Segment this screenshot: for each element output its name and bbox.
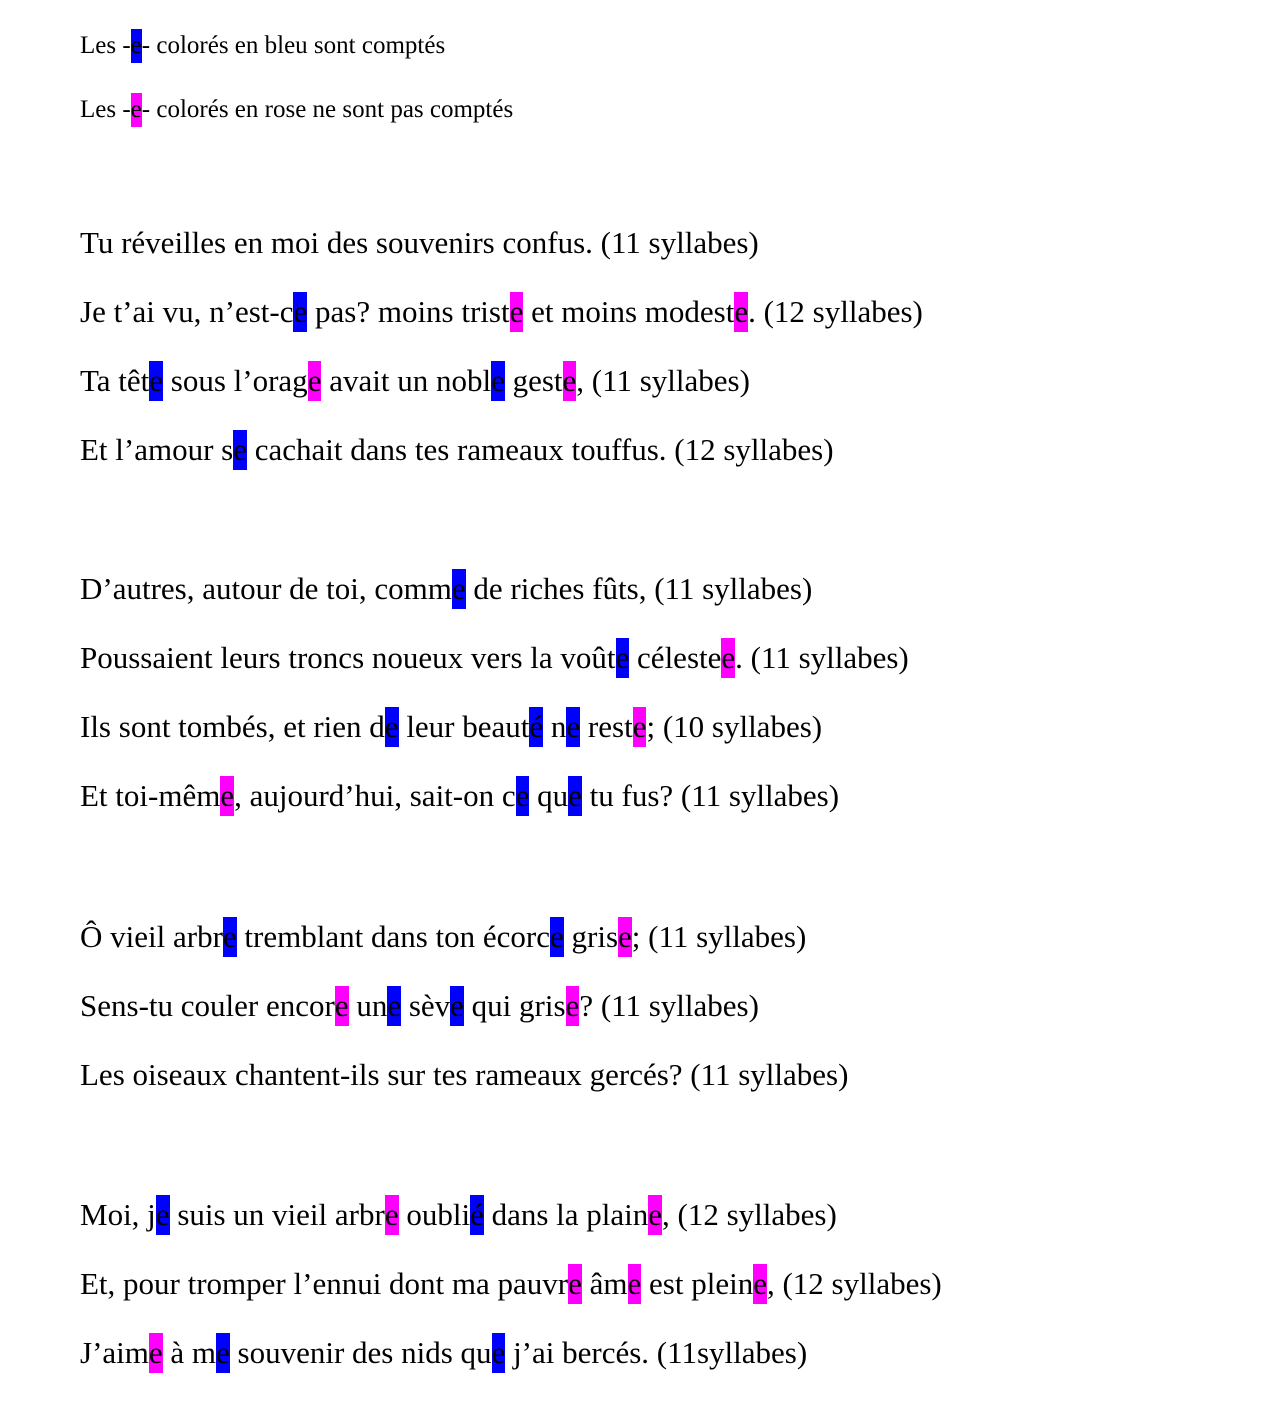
verse-line [80,1333,807,1373]
verse-text: avait un nobl [321,363,492,398]
verse-text: Les oiseaux chantent-ils sur tes rameaux gercés? (11 syllabes) [80,1057,849,1092]
verse-text: leur beaut [398,709,530,744]
legend-pink-swatch: e [131,93,142,127]
legend-not-counted [80,93,513,127]
verse-text: céleste [629,640,722,675]
verse-text: sous l’orag [163,363,308,398]
uncounted-e-highlight: e [563,361,577,401]
legend-text: - colorés en rose ne sont pas comptés [141,96,514,123]
verse-line [80,638,909,678]
verse-text: ; (11 syllabes) [631,919,807,954]
uncounted-e-highlight: e [335,986,349,1026]
verse-text: rest [580,709,633,744]
uncounted-e-highlight: e [648,1195,662,1235]
verse-line [80,1264,942,1304]
verse-text: âm [581,1266,628,1301]
uncounted-e-highlight: e [628,1264,642,1304]
verse-text: Ta têt [80,363,150,398]
verse-text: pas? moins trist [307,294,510,329]
verse-text: dans la plain [483,1197,649,1232]
verse-text: Et l’amour s [80,432,234,467]
counted-e-highlight: e [156,1195,170,1235]
legend-text: Les - [80,96,131,123]
verse-line [80,917,806,957]
verse-text: Je t’ai vu, n’est-c [80,294,294,329]
verse-text: ; (10 syllabes) [646,709,823,744]
uncounted-e-highlight: e [568,1264,582,1304]
verse-line [80,1055,848,1095]
uncounted-e-highlight: e [220,776,234,816]
verse-text: , (12 syllabes) [766,1266,942,1301]
counted-e-highlight: e [516,776,530,816]
verse-text: sèv [401,988,451,1023]
verse-text: Et toi-mêm [80,778,221,813]
verse-line [80,292,923,332]
counted-e-highlight: é [470,1195,484,1235]
uncounted-e-highlight: e [510,292,524,332]
counted-e-highlight: e [223,917,237,957]
legend-blue-swatch: e [131,29,142,63]
verse-text: suis un vieil arbr [169,1197,385,1232]
verse-text: Poussaient leurs troncs noueux vers la voût [80,640,616,675]
legend-text: - colorés en bleu sont comptés [141,32,446,59]
verse-text: Sens-tu couler encor [80,988,335,1023]
counted-e-highlight: e [566,707,580,747]
counted-e-highlight: e [550,917,564,957]
counted-e-highlight: e [492,1333,506,1373]
verse-line [80,776,839,816]
uncounted-e-highlight: e [633,707,647,747]
uncounted-e-highlight: e [385,1195,399,1235]
counted-e-highlight: e [450,986,464,1026]
verse-text: Et, pour tromper l’ennui dont ma pauvr [80,1266,569,1301]
verse-text: qu [529,778,569,813]
verse-line [80,707,822,747]
uncounted-e-highlight: e [721,638,735,678]
counted-e-highlight: e [293,292,307,332]
counted-e-highlight: e [233,430,247,470]
verse-line [80,430,834,470]
uncounted-e-highlight: e [734,292,748,332]
verse-text: Moi, j [80,1197,156,1232]
verse-text: tremblant dans ton écorc [236,919,550,954]
verse-text: J’aim [80,1335,149,1370]
uncounted-e-highlight: e [149,1333,163,1373]
verse-text: de riches fûts, (11 syllabes) [465,571,813,606]
verse-text: et moins modest [523,294,735,329]
verse-text: un [348,988,388,1023]
uncounted-e-highlight: e [308,361,322,401]
counted-e-highlight: e [491,361,505,401]
counted-e-highlight: e [452,569,466,609]
verse-text: cachait dans tes rameaux touffus. (12 syllabes) [247,432,834,467]
counted-e-highlight: e [385,707,399,747]
verse-text: qui gris [463,988,566,1023]
verse-text: gris [563,919,619,954]
verse-text: Ô vieil arbr [80,919,223,954]
counted-e-highlight: é [529,707,543,747]
legend-text: Les - [80,32,131,59]
counted-e-highlight: e [149,361,163,401]
verse-text: Ils sont tombés, et rien d [80,709,385,744]
verse-line [80,223,759,263]
verse-text: Tu réveilles en moi des souvenirs confus. (11 syllabes) [80,225,759,260]
verse-text: à m [162,1335,217,1370]
verse-line [80,361,750,401]
verse-line [80,1195,837,1235]
verse-text: n [543,709,567,744]
verse-text: oubli [398,1197,471,1232]
verse-text: , (11 syllabes) [576,363,750,398]
uncounted-e-highlight: e [618,917,632,957]
verse-text: est plein [641,1266,754,1301]
verse-text: , aujourd’hui, sait-on c [234,778,516,813]
verse-text: , (12 syllabes) [662,1197,837,1232]
verse-line [80,986,759,1026]
verse-text: gest [504,363,563,398]
verse-text: j’ai bercés. (11syllabes) [505,1335,808,1370]
legend-counted [80,29,445,63]
verse-text: ? (11 syllabes) [579,988,759,1023]
uncounted-e-highlight: e [566,986,580,1026]
counted-e-highlight: e [568,776,582,816]
verse-text: . (11 syllabes) [735,640,909,675]
counted-e-highlight: e [216,1333,230,1373]
verse-text: tu fus? (11 syllabes) [581,778,840,813]
counted-e-highlight: e [616,638,630,678]
counted-e-highlight: e [387,986,401,1026]
verse-line [80,569,812,609]
verse-text: D’autres, autour de toi, comm [80,571,452,606]
verse-text: . (12 syllabes) [748,294,923,329]
verse-text: souvenir des nids qu [229,1335,492,1370]
uncounted-e-highlight: e [753,1264,767,1304]
